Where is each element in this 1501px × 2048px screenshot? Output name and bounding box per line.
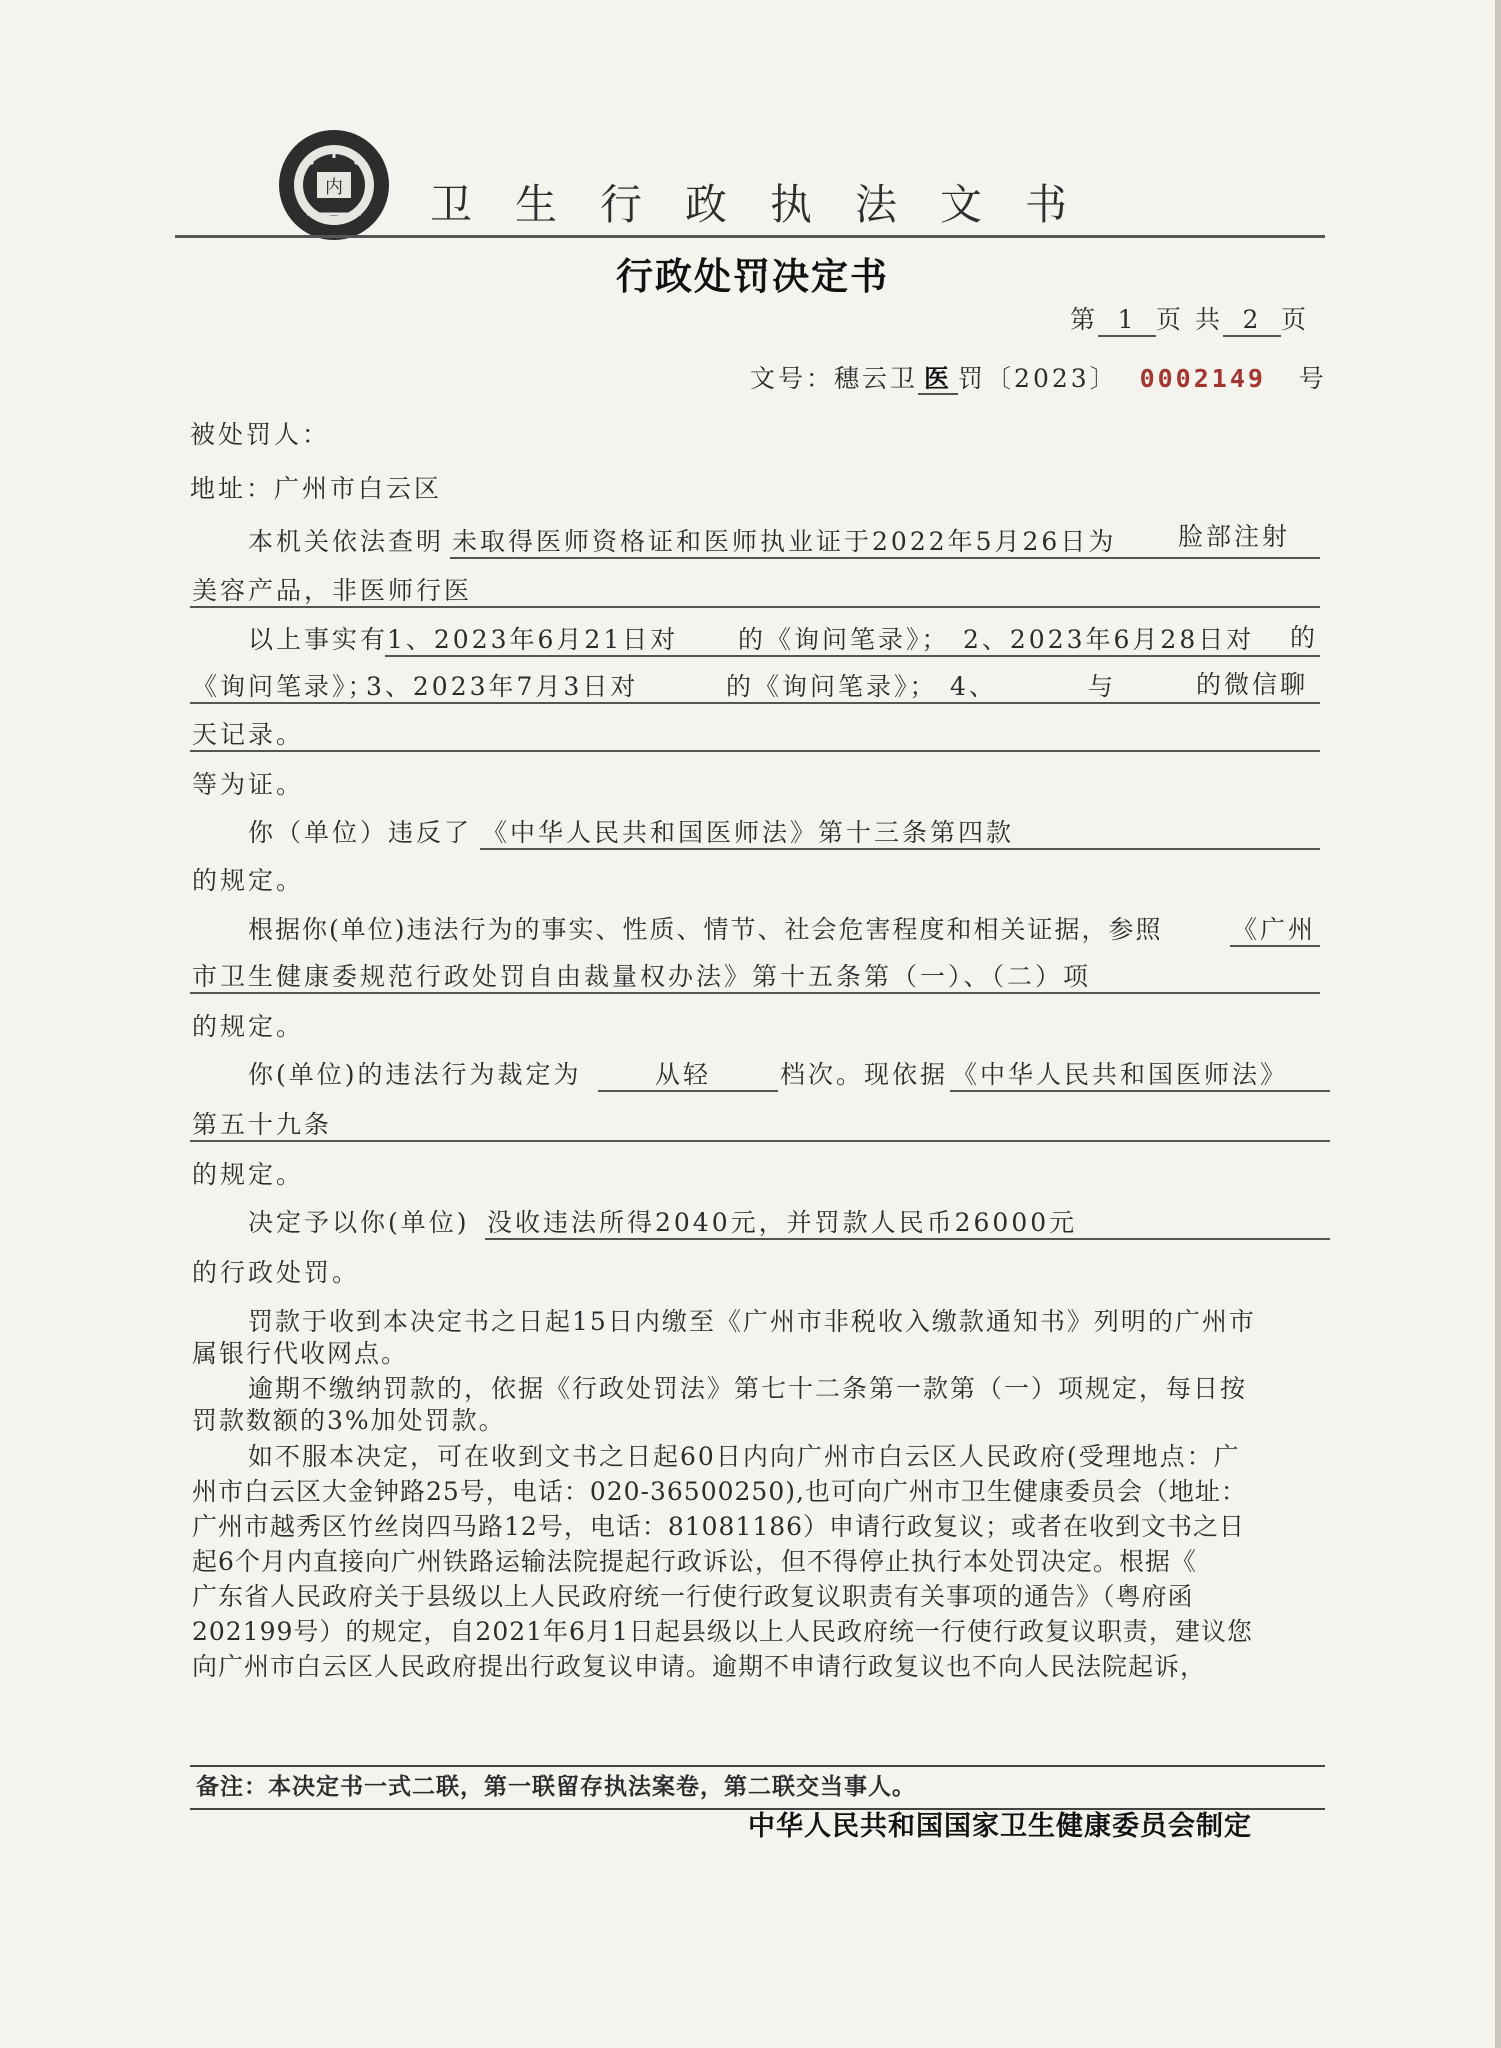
level-suffix: 的规定。 [192,1160,305,1189]
evidence-line-3 [190,720,1320,752]
evidence-item-2-date: 2、2023年6月28日对 [963,625,1255,654]
discretion-line-1-tail: 《广州 [1232,915,1317,944]
page-info: 第 1 页 共 2 页 [1070,305,1309,337]
level-line-2: 第五十九条 [192,1110,333,1139]
evidence-item-4-tail: 的微信聊 [1196,670,1309,699]
appeal-line-6: 202199号）的规定，自2021年6月1日起县级以上人民政府统一行使行政复议职责，建议您 [192,1617,1253,1646]
header-divider [175,235,1325,238]
discretion-line-2: 市卫生健康委规范行政处罚自由裁量权办法》第十五条第（一）、（二）项 [192,962,1092,991]
appeal-line-4: 起6个月内直接向广州铁路运输法院提起行政诉讼，但不得停止执行本处罚决定。根据《 [192,1547,1197,1576]
document-title: 行政处罚决定书 [616,255,889,298]
address-line: 地址：广州市白云区 [190,474,443,503]
evidence-suffix: 等为证。 [192,770,305,799]
overdue-line-1: 逾期不缴纳罚款的，依据《行政处罚法》第七十二条第一款第（一）项规定，每日按 [248,1374,1248,1403]
discretion-line-1: 根据你(单位)违法行为的事实、性质、情节、社会危害程度和相关证据，参照 [248,915,1163,944]
evidence-prefix: 以上事实有 [248,625,389,654]
violation-suffix: 的规定。 [192,866,305,895]
decision-value: 没收违法所得2040元，并罚款人民币26000元 [487,1208,1078,1237]
payment-line-2: 属银行代收网点。 [192,1339,409,1368]
document-serial: 0002149 [1139,364,1266,393]
footer-note: 备注：本决定书一式二联，第一联留存执法案卷，第二联交当事人。 [196,1773,916,1800]
payment-line-1: 罚款于收到本决定书之日起15日内缴至《广州市非税收入缴款通知书》列明的广州市 [248,1307,1256,1336]
appeal-line-7: 向广州市白云区人民政府提出行政复议申请。逾期不申请行政复议也不向人民法院起诉， [192,1652,1207,1681]
document-number: 文号：穗云卫 医 罚〔2023〕 0002149 号 [750,364,1327,393]
facts-text-2: 美容产品，非医师行医 [192,576,473,605]
appeal-line-5: 广东省人民政府关于县级以上人民政府统一行使行政复议职责有关事项的通告》（粤府函 [192,1582,1194,1611]
evidence-line-3-text: 天记录。 [192,720,305,749]
level-law: 《中华人民共和国医师法》 [952,1060,1289,1089]
violation-law: 《中华人民共和国医师法》第十三条第四款 [482,818,1015,847]
evidence-item-3-doc: 的《询问笔录》； [726,672,938,701]
svg-text:内: 内 [325,177,343,198]
evidence-item-2-tail: 的 [1290,623,1319,652]
evidence-item-4: 4、 [950,672,997,701]
facts-text-1: 未取得医师资格证和医师执业证于2022年5月26日为 [452,527,1117,556]
level-mid: 档次。现依据 [780,1060,949,1089]
level-line-2-underline [190,1110,1330,1142]
level-value: 从轻 [655,1060,712,1089]
appeal-line-1: 如不服本决定，可在收到文书之日起60日内向广州市白云区人民政府(受理地点：广 [248,1442,1241,1471]
page-total: 2 [1223,305,1281,337]
level-prefix: 你(单位)的违法行为裁定为 [248,1060,582,1089]
violation-prefix: 你（单位）违反了 [248,818,473,847]
evidence-line-2-start: 《询问笔录》； [192,672,376,701]
evidence-item-1-date: 1、2023年6月21日对 [387,625,679,654]
decision-prefix: 决定予以你(单位) [248,1208,470,1237]
evidence-item-4-with: 与 [1088,672,1117,701]
discretion-suffix: 的规定。 [192,1012,305,1041]
page-current: 1 [1098,305,1156,337]
facts-text-1-tail: 脸部注射 [1178,522,1291,551]
footer-divider-top [190,1765,1325,1767]
party-label: 被处罚人： [190,420,331,449]
decision-suffix: 的行政处罚。 [192,1258,361,1287]
evidence-item-1-doc: 的《询问笔录》； [738,625,950,654]
appeal-line-2: 州市白云区大金钟路25号，电话：020-36500250),也可向广州市卫生健康委员会（地址： [192,1477,1247,1506]
footer-maker: 中华人民共和国国家卫生健康委员会制定 [748,1811,1252,1842]
facts-prefix: 本机关依法查明 [248,527,445,556]
appeal-line-3: 广州市越秀区竹丝岗四马路12号，电话：81081186）申请行政复议；或者在收到文书之日 [192,1512,1246,1541]
evidence-item-3-date: 3、2023年7月3日对 [366,672,639,701]
footer-divider-bottom [190,1808,1325,1810]
overdue-line-2: 罚款数额的3%加处罚款。 [192,1406,506,1435]
health-commission-seal-icon [277,128,391,242]
header-title: 卫生行政执法文书 [430,180,1111,229]
